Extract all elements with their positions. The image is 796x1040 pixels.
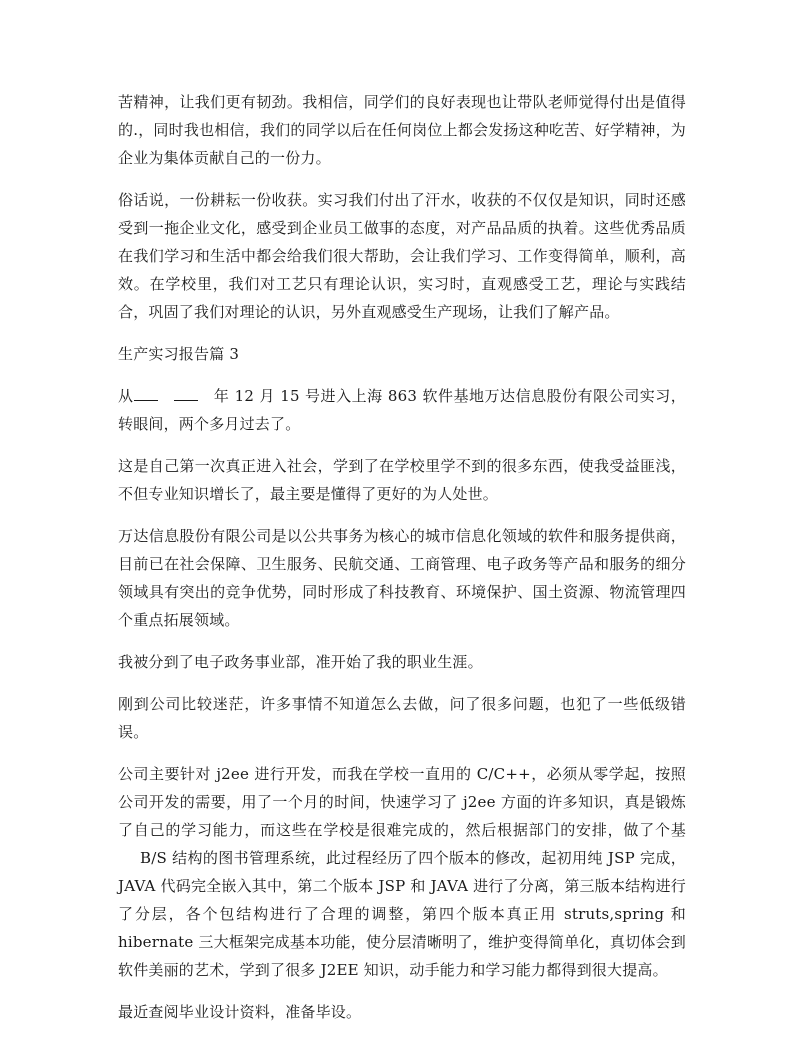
paragraph-department: 我被分到了电子政务事业部，准开始了我的职业生涯。 [118, 653, 483, 671]
document-page [118, 88, 686, 1040]
j2ee-part1: 公司主要针对 j2ee 进行开发，而我在学校一直用的 C/C++，必须从零学起，按照公司开发的需要，用了一个月的时间，快速学习了 j2ee 方面的许多知识，真是锻炼了自己的学习能力，而这些在学校是很难完成的，然后根据部门的安排，做了个基 [118, 765, 686, 839]
blank-underline [174, 384, 198, 401]
paragraph-hardwork: 苦精神，让我们更有韧劲。我相信，同学们的良好表现也让带队老师觉得付出是值得的.，同时我也相信，我们的同学以后在任何岗位上都会发扬这种吃苦、好学精神，为企业为集体贡献自己的一份力。 [118, 93, 686, 167]
paragraph-closing: 最近查阅毕业设计资料，准备毕设。 [118, 1003, 362, 1021]
paragraph-confused: 刚到公司比较迷茫，许多事情不知道怎么去做，问了很多问题，也犯了一些低级错误。 [118, 695, 686, 741]
paragraph-harvest: 俗话说，一份耕耘一份收获。实习我们付出了汗水，收获的不仅仅是知识，同时还感受到一拖企业文化，感受到企业员工做事的态度，对产品品质的执着。这些优秀品质在我们学习和生活中都会给我们很大帮助，会让我们学习、工作变得简单，顺利，高效。在学校里，我们对工艺只有理论认识，实习时，直观感受工艺，理论与实践结合，巩固了我们对理论的认识，另外直观感受生产现场，让我们了解产品。 [118, 191, 686, 321]
j2ee-part2: B/S 结构的图书管理系统，此过程经历了四个版本的修改，起初用纯 JSP 完成，JAVA 代码完全嵌入其中，第二个版本 JSP 和 JAVA 进行了分离，第三版本结构进行了分层，各个包结构进行了合理的调整，第四个版本真正用 struts,spring 和 hibernate 三大框架完成基本功能，使分层清晰明了，维护变得简单化，真切体会到软件美丽的艺术，学到了很多 J2EE 知识，动手能力和学习能力都得到很大提高。 [118, 849, 686, 979]
intro-suffix: 年 12 月 15 号进入上海 863 软件基地万达信息股份有限公司实习，转眼间，两个多月过去了。 [118, 387, 686, 433]
paragraph-intro [118, 382, 686, 438]
paragraph-j2ee [118, 760, 686, 984]
section-heading: 生产实习报告篇 3 [118, 345, 240, 363]
blank-underline [134, 384, 158, 401]
intro-prefix: 从 [118, 387, 134, 405]
paragraph-society: 这是自己第一次真正进入社会，学到了在学校里学不到的很多东西，使我受益匪浅，不但专业知识增长了，最主要是懂得了更好的为人处世。 [118, 457, 686, 503]
paragraph-company: 万达信息股份有限公司是以公共事务为核心的城市信息化领域的软件和服务提供商，目前已在社会保障、卫生服务、民航交通、工商管理、电子政务等产品和服务的细分领域具有突出的竞争优势，同时形成了科技教育、环境保护、国土资源、物流管理四个重点拓展领域。 [118, 527, 686, 629]
